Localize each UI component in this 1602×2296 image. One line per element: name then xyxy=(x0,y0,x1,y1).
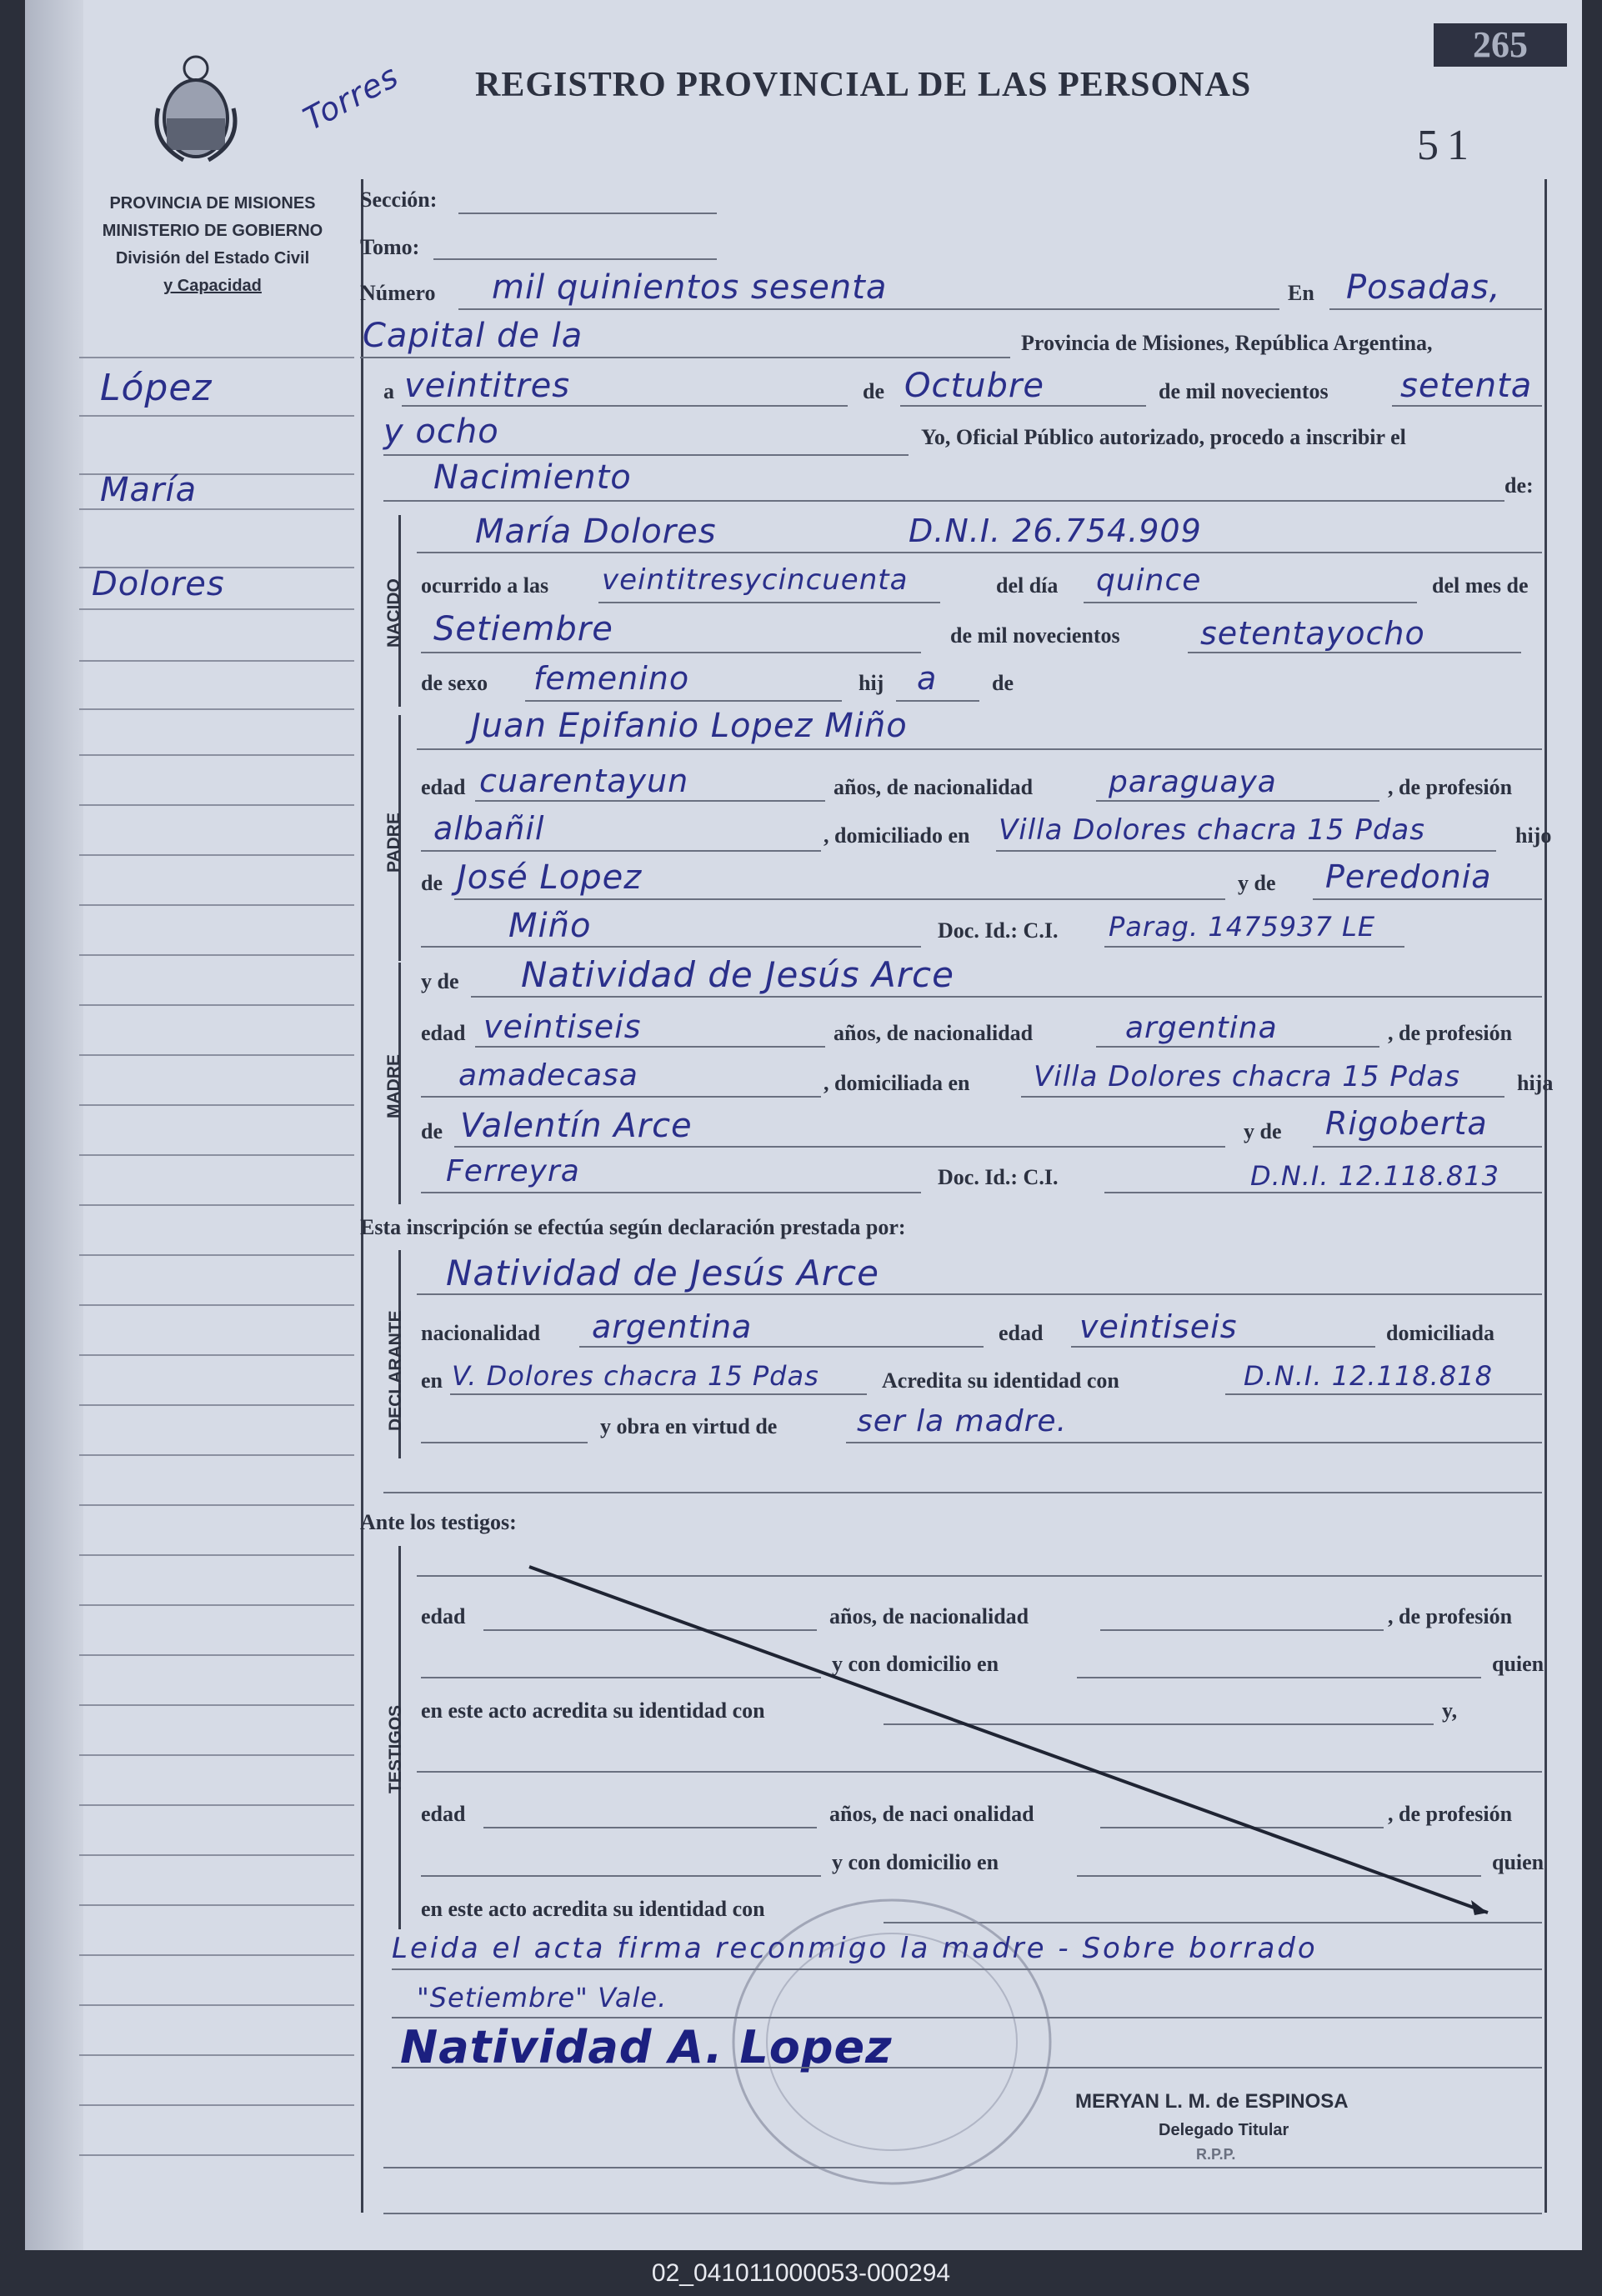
declarante-nac-value: argentina xyxy=(592,1308,753,1345)
declarante-intro: Esta inscripción se efectúa según declaración prestada por: xyxy=(360,1215,906,1239)
padre-nac-label: años, de nacionalidad xyxy=(834,775,1034,799)
madre-edad-label: edad xyxy=(421,1021,466,1045)
form-right-border xyxy=(1544,179,1547,2213)
document-title: REGISTRO PROVINCIAL DE LAS PERSONAS xyxy=(475,66,1252,104)
declarante-obra-label: y obra en virtud de xyxy=(600,1414,778,1438)
padre-label: PADRE xyxy=(384,813,403,873)
padre-hijo-label: hijo xyxy=(1515,823,1552,848)
testigo1-y-label: y, xyxy=(1442,1698,1458,1723)
padre-father-value: José Lopez xyxy=(457,858,643,897)
officer-sub: R.P.P. xyxy=(1196,2146,1236,2163)
madre-nac-label: años, de nacionalidad xyxy=(834,1021,1034,1045)
testigos-label: TESTIGOS xyxy=(386,1704,405,1793)
madre-mother-value: Rigoberta xyxy=(1325,1105,1488,1142)
hij-value: a xyxy=(917,660,938,697)
nacido-de-label: de xyxy=(992,671,1014,695)
dia-value: quince xyxy=(1096,563,1202,598)
sexo-label: de sexo xyxy=(421,671,488,695)
nacido-name-value: María Dolores xyxy=(475,513,717,551)
nacido-year-value: setentayocho xyxy=(1200,615,1425,652)
padre-dom-value: Villa Dolores chacra 15 Pdas xyxy=(999,813,1425,847)
binder-edge xyxy=(25,0,83,2250)
seccion-label: Sección: xyxy=(360,188,438,212)
testigos-intro: Ante los testigos: xyxy=(360,1510,517,1534)
margin-name2: Dolores xyxy=(92,565,225,603)
declarante-acredita-label: Acredita su identidad con xyxy=(882,1368,1119,1393)
nacido-dni-value: D.N.I. 26.754.909 xyxy=(909,513,1202,549)
province-text: Provincia de Misiones, República Argentina, xyxy=(1021,331,1433,355)
testigo2-acredita-label: en este acto acredita su identidad con xyxy=(421,1897,765,1921)
testigo2-edad-label: edad xyxy=(421,1802,466,1826)
numero-value: mil quinientos sesenta xyxy=(492,268,888,307)
year-value: setenta xyxy=(1400,367,1533,405)
testigo1-quien-label: quien xyxy=(1492,1652,1544,1676)
testigo1-nac-label: años, de nacionalidad xyxy=(829,1604,1029,1628)
declarante-edad-label: edad xyxy=(999,1321,1044,1345)
testigo1-dom-label: y con domicilio en xyxy=(832,1652,999,1676)
agency-block xyxy=(50,190,375,300)
agency-province: PROVINCIA DE MISIONES xyxy=(109,194,316,213)
closing-line2: "Setiembre" Vale. xyxy=(417,1982,668,2013)
declarante-en-value: V. Dolores chacra 15 Pdas xyxy=(452,1360,819,1392)
en-label: En xyxy=(1288,281,1314,305)
declarante-obra-value: ser la madre. xyxy=(857,1404,1068,1438)
margin-surname: López xyxy=(100,367,213,409)
madre-label: MADRE xyxy=(384,1054,403,1118)
year-label: de mil novecientos xyxy=(1159,379,1329,403)
testigo1-acredita-label: en este acto acredita su identidad con xyxy=(421,1698,765,1723)
declarante-name-value: Natividad de Jesús Arce xyxy=(446,1253,879,1293)
padre-doc-value: Parag. 1475937 LE xyxy=(1109,911,1376,943)
form-left-border xyxy=(361,179,363,2213)
madre-nac-value: argentina xyxy=(1125,1011,1278,1045)
madre-father-value: Valentín Arce xyxy=(460,1107,693,1145)
madre-edad-value: veintiseis xyxy=(483,1008,642,1045)
agency-capacity: y Capacidad xyxy=(163,277,262,295)
a-label: a xyxy=(383,379,394,403)
hour-value: veintitresycincuenta xyxy=(602,563,909,597)
madre-dom-label: , domiciliada en xyxy=(824,1071,970,1095)
hij-label: hij xyxy=(859,671,884,695)
nacido-label: NACIDO xyxy=(384,578,403,648)
mes-value: Setiembre xyxy=(433,610,613,648)
padre-edad-label: edad xyxy=(421,775,466,799)
agency-division: División del Estado Civil xyxy=(115,249,310,268)
footer-id: 02_041011000053-000294 xyxy=(0,2250,1602,2296)
testigo2-nac-label: años, de naci onalidad xyxy=(829,1802,1034,1826)
page-number: 51 xyxy=(1417,122,1477,169)
testigo2-quien-label: quien xyxy=(1492,1850,1544,1874)
capital-value: Capital de la xyxy=(363,317,583,355)
padre-prof-label: , de profesión xyxy=(1388,775,1513,799)
padre-prof-value: albañil xyxy=(433,810,545,847)
sexo-value: femenino xyxy=(533,660,690,697)
document-page xyxy=(25,0,1582,2250)
madre-mother-value2: Ferreyra xyxy=(446,1154,580,1188)
corner-stamp: 265 xyxy=(1434,23,1567,67)
agency-ministry: MINISTERIO DE GOBIERNO xyxy=(102,222,323,240)
declarante-edad-value: veintiseis xyxy=(1079,1308,1238,1345)
padre-dom-label: , domiciliado en xyxy=(824,823,970,848)
declarante-nac-label: nacionalidad xyxy=(421,1321,541,1345)
declarante-en-label: en xyxy=(421,1368,443,1393)
coat-of-arms-icon xyxy=(150,50,242,167)
officer-name: MERYAN L. M. de ESPINOSA xyxy=(1075,2090,1349,2113)
madre-doc-label: Doc. Id.: C.I. xyxy=(938,1165,1059,1189)
padre-de-label: de xyxy=(421,871,443,895)
declarante-label: DECLARANTE xyxy=(386,1310,405,1431)
act-value: Nacimiento xyxy=(433,458,632,497)
month-value: Octubre xyxy=(904,367,1044,405)
del-dia-label: del día xyxy=(996,573,1059,598)
padre-mother-value: Peredonia xyxy=(1325,858,1492,895)
madre-prof-value: amadecasa xyxy=(458,1058,638,1093)
madre-y-de-label: y de xyxy=(421,969,459,993)
padre-name-value: Juan Epifanio Lopez Miño xyxy=(471,707,908,745)
madre-y-de2-label: y de xyxy=(1244,1119,1282,1143)
padre-doc-label: Doc. Id.: C.I. xyxy=(938,918,1059,943)
madre-doc-value: D.N.I. 12.118.813 xyxy=(1250,1160,1499,1192)
officer-text: Yo, Oficial Público autorizado, procedo a inscribir el xyxy=(921,425,1406,449)
officer-title: Delegado Titular xyxy=(1159,2121,1289,2139)
madre-prof-label: , de profesión xyxy=(1388,1021,1513,1045)
de-label: de xyxy=(863,379,884,403)
padre-father-value2: Miño xyxy=(508,907,592,945)
padre-edad-value: cuarentayun xyxy=(479,763,689,799)
margin-name1: María xyxy=(100,471,198,509)
testigo2-prof-label: , de profesión xyxy=(1388,1802,1513,1826)
numero-label: Número xyxy=(360,281,436,305)
year-value2: y ocho xyxy=(383,413,499,451)
declarante-dom-label: domiciliada xyxy=(1386,1321,1495,1345)
signature: Natividad A. Lopez xyxy=(400,2021,893,2073)
en-value: Posadas, xyxy=(1346,268,1501,307)
day-value: veintitres xyxy=(404,367,571,405)
padre-nac-value: paraguaya xyxy=(1109,765,1277,799)
ocurrido-label: ocurrido a las xyxy=(421,573,549,598)
closing-line1: Leida el acta firma reconmigo la madre - Sobre borrado xyxy=(392,1932,1318,1965)
testigo2-dom-label: y con domicilio en xyxy=(832,1850,999,1874)
de-colon-label: de: xyxy=(1504,473,1534,498)
madre-dom-value: Villa Dolores chacra 15 Pdas xyxy=(1034,1060,1460,1093)
tomo-label: Tomo: xyxy=(360,235,420,259)
testigo1-edad-label: edad xyxy=(421,1604,466,1628)
madre-de-label: de xyxy=(421,1119,443,1143)
padre-y-de-label: y de xyxy=(1238,871,1276,895)
madre-hija-label: hija xyxy=(1517,1071,1554,1095)
mes-label: del mes de xyxy=(1432,573,1529,598)
testigo1-prof-label: , de profesión xyxy=(1388,1604,1513,1628)
declarante-acredita-value: D.N.I. 12.118.818 xyxy=(1244,1360,1493,1392)
nacido-year-label: de mil novecientos xyxy=(950,623,1120,648)
margin-note: Torres xyxy=(297,57,405,138)
madre-name-value: Natividad de Jesús Arce xyxy=(521,954,954,995)
